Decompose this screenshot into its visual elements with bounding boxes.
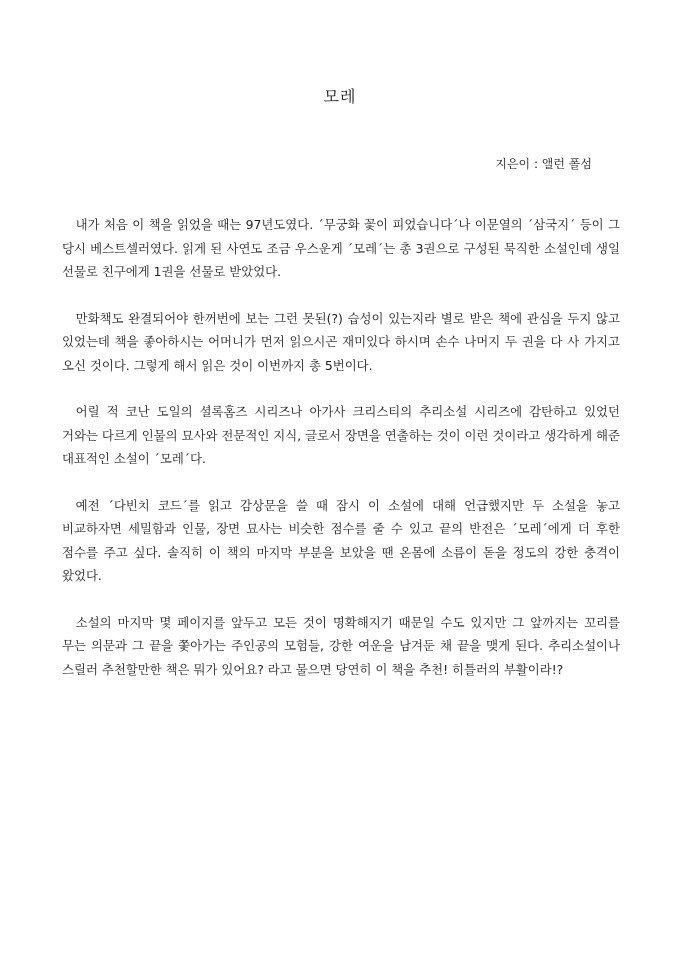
paragraph: 어릴 적 코난 도일의 셜록홈즈 시리즈나 아가사 크리스티의 추리소설 시리즈에 감탄하고 있었던 거와는 다르게 인물의 묘사와 전문적인 지식, 글로서 장면을 연출하는 것이 이런 것이라고 생각하게 해준 대표적인 소설이 ´모레´다. [62,404,620,466]
document-body [62,213,620,704]
paragraph: 예전 ´다빈치 코드´를 읽고 감상문을 쓸 때 잠시 이 소설에 대해 언급했지만 두 소설을 놓고 비교하자면 세밀함과 인물, 장면 묘사는 비슷한 점수를 줄 수 있고 끝의 반전은 ´모레´에게 더 후한 점수를 주고 싶다. 솔직히 이 책의 마지막 부분을 보았을 땐 온몸에 소름이 돋을 정도의 강한 충격이 왔었다. [62,497,620,583]
paragraph: 만화책도 완결되어야 한꺼번에 보는 그런 못된(?) 습성이 있는지라 별로 받은 책에 관심을 두지 않고 있었는데 책을 좋아하시는 어머니가 먼저 읽으시곤 재미있다 하시며 손수 나머지 두 권을 다 사 가지고 오신 것이다. 그렇게 해서 읽은 것이 이번까지 총 5번이다. [62,310,620,373]
paragraph: 내가 처음 이 책을 읽었을 때는 97년도였다. ´무궁화 꽃이 피었습니다´나 이문열의 ´삼국지´ 등이 그 당시 베스트셀러였다. 읽게 된 사연도 조금 우스운게 ´모레´는 총 3권으로 구성된 묵직한 소설인데 생일 선물로 친구에게 1권을 선물로 받았었다. [62,217,620,279]
author-line: 지은이 : 앨런 폴섬 [495,157,592,171]
paragraph: 소설의 마지막 몇 페이지를 앞두고 모든 것이 명확해지기 때문일 수도 있지만 그 앞까지는 꼬리를 무는 의문과 그 끝을 쫓아가는 주인공의 모험들, 강한 여운을 남겨둔 채 끝을 맺게 된다. 추리소설이나 스릴러 추천할만한 책은 뭐가 있어요? 라고 물으면 당연히 이 책을 추천! 히틀러의 부활이라!? [62,614,620,677]
document-title: 모레 [323,87,357,106]
